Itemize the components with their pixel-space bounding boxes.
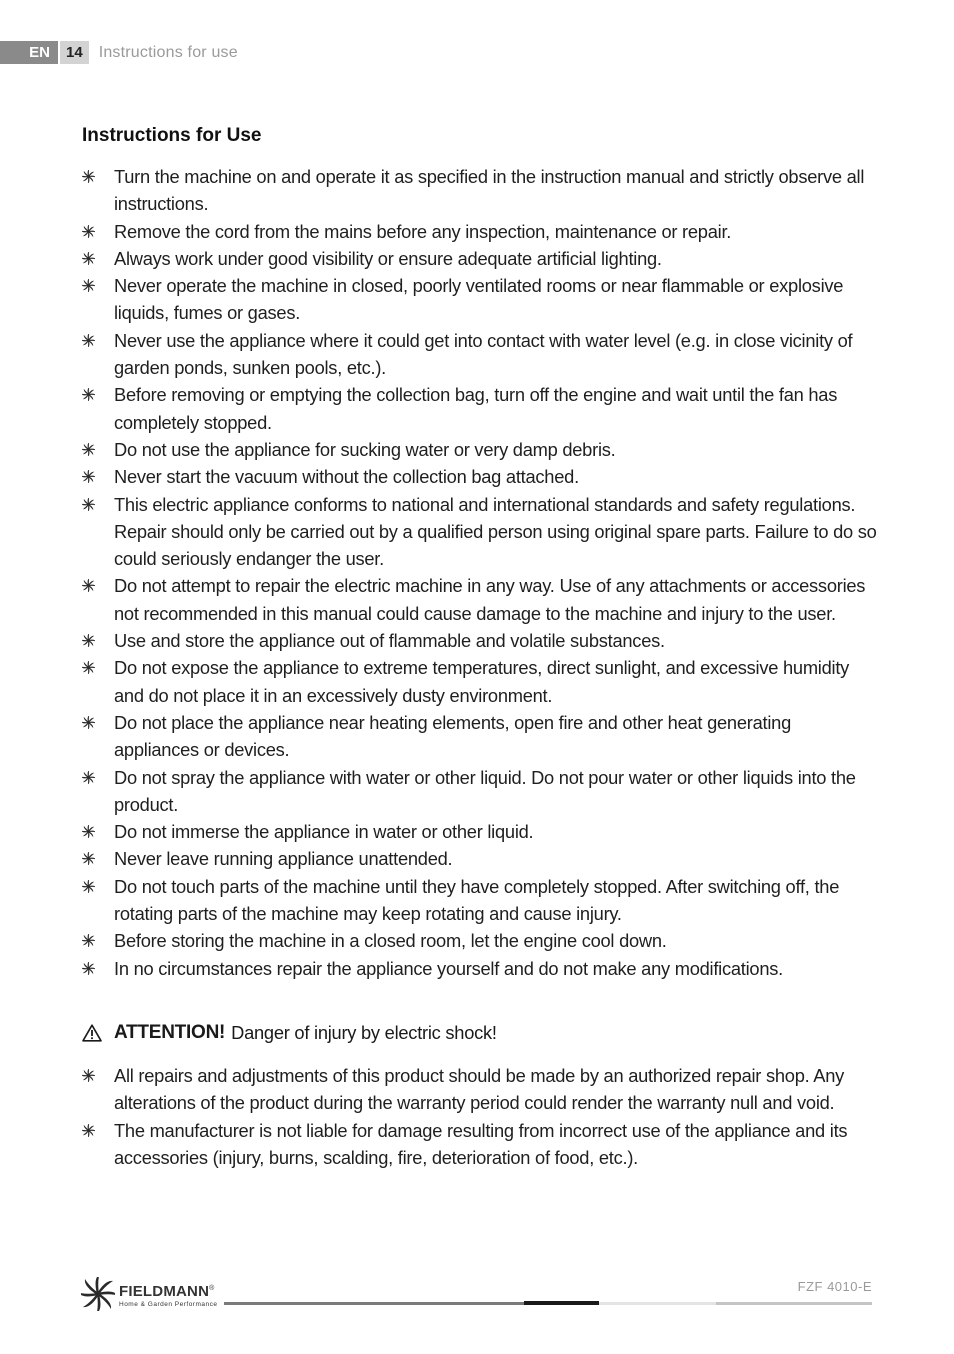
brand-name: FIELDMANN® bbox=[119, 1282, 215, 1300]
attention-text: Danger of injury by electric shock! bbox=[231, 1022, 497, 1043]
list-item-text: Never start the vacuum without the collection bag attached. bbox=[114, 466, 579, 488]
list-item bbox=[82, 627, 877, 654]
attention-label: ATTENTION! bbox=[114, 1022, 226, 1043]
gear-bullet-icon bbox=[82, 170, 95, 183]
section-title: Instructions for Use bbox=[82, 125, 262, 146]
list-item bbox=[82, 572, 877, 627]
list-item-text: Before storing the machine in a closed room, let the engine cool down. bbox=[114, 930, 667, 952]
gear-bullet-icon bbox=[82, 443, 95, 456]
list-item-text: All repairs and adjustments of this product should be made by an authorized repair shop. Any alterations of the product during the warranty period could render the warranty null and void. bbox=[114, 1065, 845, 1114]
brand-logo bbox=[81, 1277, 217, 1311]
list-item bbox=[82, 955, 877, 982]
gear-bullet-icon bbox=[82, 934, 95, 947]
list-item bbox=[82, 327, 877, 382]
header-title: Instructions for use bbox=[98, 43, 238, 61]
gear-bullet-icon bbox=[82, 634, 95, 647]
list-item bbox=[82, 272, 877, 327]
gear-bullet-icon bbox=[82, 334, 95, 347]
gear-bullet-icon bbox=[82, 225, 95, 238]
list-item bbox=[82, 218, 877, 245]
list-item-text: In no circumstances repair the appliance yourself and do not make any modifications. bbox=[114, 957, 783, 979]
gear-bullet-icon bbox=[82, 498, 95, 511]
list-item bbox=[82, 436, 877, 463]
list-item-text: This electric appliance conforms to national and international standards and safety regulations. Repair should only be carried out by a qualified person using original spare parts. Failure to do so could seriously endanger the user. bbox=[114, 493, 877, 570]
warning-triangle-icon bbox=[82, 1024, 102, 1042]
list-item-text: Remove the cord from the mains before any inspection, maintenance or repair. bbox=[114, 220, 732, 242]
gear-bullet-icon bbox=[82, 579, 95, 592]
list-item-text: Do not expose the appliance to extreme temperatures, direct sunlight, and excessive humidity and do not place it in an excessively dusty environment. bbox=[114, 657, 850, 706]
gear-bullet-icon bbox=[82, 252, 95, 265]
instruction-list bbox=[82, 163, 877, 982]
footer-rule-light bbox=[599, 1302, 716, 1305]
list-item-text: Do not spray the appliance with water or other liquid. Do not pour water or other liquids into the product. bbox=[114, 766, 856, 815]
list-item-text: Never leave running appliance unattended. bbox=[114, 848, 453, 870]
list-item-text: Never operate the machine in closed, poorly ventilated rooms or near flammable or explosive liquids, fumes or gases. bbox=[114, 275, 844, 324]
gear-bullet-icon bbox=[82, 388, 95, 401]
page-number: 14 bbox=[60, 41, 89, 64]
gear-bullet-icon bbox=[82, 470, 95, 483]
gear-bullet-icon bbox=[82, 962, 95, 975]
list-item bbox=[82, 764, 877, 819]
list-item bbox=[82, 245, 877, 272]
gear-bullet-icon bbox=[82, 880, 95, 893]
gear-bullet-icon bbox=[82, 716, 95, 729]
list-item bbox=[82, 491, 877, 573]
list-item-text: Do not place the appliance near heating elements, open fire and other heat generating appliances or devices. bbox=[114, 711, 791, 761]
list-item bbox=[82, 1062, 877, 1117]
list-item-text: Do not attempt to repair the electric machine in any way. Use of any attachments or accessories not recommended in this manual could cause damage to the machine and injury to the user. bbox=[114, 575, 866, 624]
list-item-text: Use and store the appliance out of flammable and volatile substances. bbox=[114, 630, 665, 652]
list-item-text: Do not touch parts of the machine until they have completely stopped. After switching off, the rotating parts of the machine may keep rotating and cause injury. bbox=[114, 875, 840, 925]
list-item bbox=[82, 654, 877, 709]
list-item bbox=[82, 381, 877, 436]
gear-bullet-icon bbox=[82, 661, 95, 674]
list-item-text: Never use the appliance where it could get into contact with water level (e.g. in close vicinity of garden ponds, sunken pools, etc.). bbox=[114, 329, 853, 379]
language-tab: EN bbox=[0, 41, 58, 64]
gear-bullet-icon bbox=[82, 279, 95, 292]
list-item bbox=[82, 873, 877, 928]
footer-rule-gray bbox=[224, 1302, 524, 1305]
list-item bbox=[82, 1117, 877, 1172]
fan-logo-icon bbox=[81, 1277, 115, 1311]
list-item bbox=[82, 463, 877, 490]
footer-rule-dark bbox=[524, 1301, 599, 1305]
list-item bbox=[82, 927, 877, 954]
list-item-text: Before removing or emptying the collection bag, turn off the engine and wait until the fan has completely stopped. bbox=[114, 384, 838, 433]
list-item bbox=[82, 818, 877, 845]
gear-bullet-icon bbox=[82, 1124, 95, 1137]
list-item-text: The manufacturer is not liable for damage resulting from incorrect use of the appliance and its accessories (injury, burns, scalding, fire, deterioration of food, etc.). bbox=[114, 1119, 848, 1168]
model-number: FZF 4010-E bbox=[797, 1279, 872, 1294]
brand-tagline: Home & Garden Performance bbox=[119, 1300, 218, 1308]
list-item-text: Always work under good visibility or ensure adequate artificial lighting. bbox=[114, 247, 662, 269]
list-item bbox=[82, 845, 877, 872]
gear-bullet-icon bbox=[82, 1069, 95, 1082]
attention-notice bbox=[82, 1022, 497, 1044]
list-item bbox=[82, 709, 877, 764]
list-item-text: Turn the machine on and operate it as specified in the instruction manual and strictly observe all instructions. bbox=[114, 166, 865, 215]
list-item-text: Do not use the appliance for sucking water or very damp debris. bbox=[114, 438, 616, 460]
footer-rule-mid bbox=[716, 1302, 872, 1305]
gear-bullet-icon bbox=[82, 852, 95, 865]
repair-notice-list bbox=[82, 1062, 877, 1171]
list-item bbox=[82, 163, 877, 218]
gear-bullet-icon bbox=[82, 771, 95, 784]
gear-bullet-icon bbox=[82, 825, 95, 838]
page-header bbox=[0, 41, 238, 64]
list-item-text: Do not immerse the appliance in water or other liquid. bbox=[114, 821, 534, 843]
